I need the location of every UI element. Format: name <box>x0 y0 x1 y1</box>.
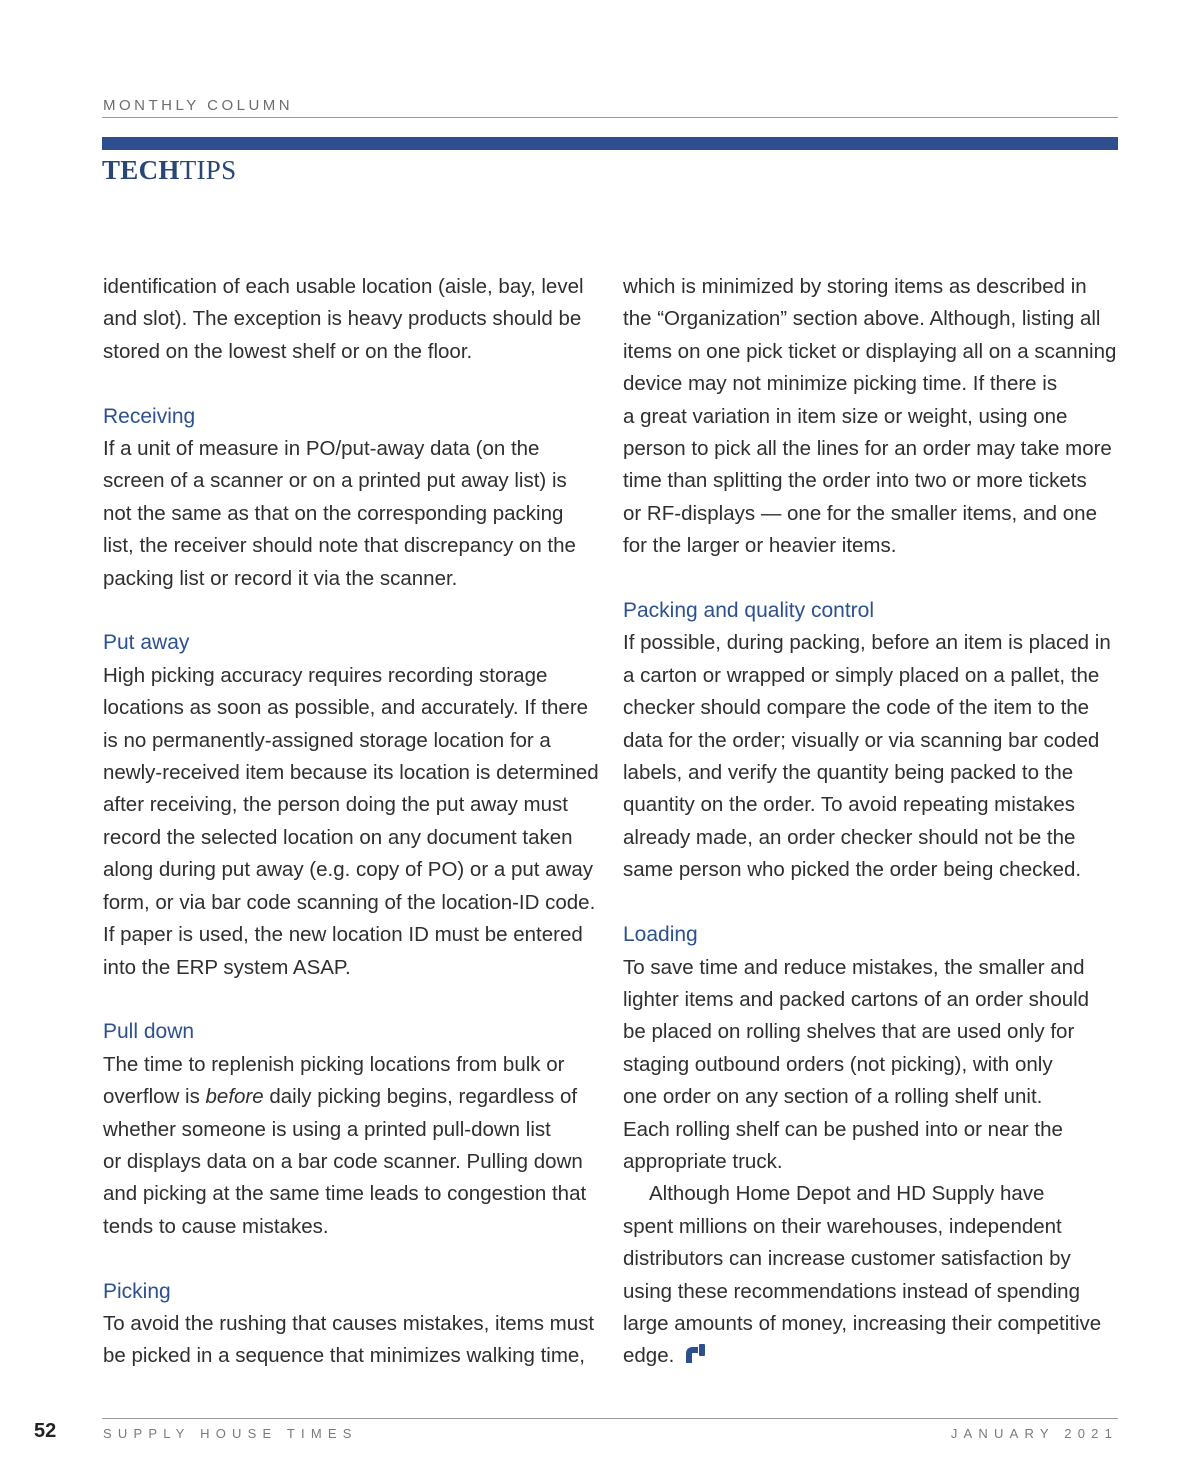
body-line: or displays data on a bar code scanner. Pulling down <box>103 1149 583 1173</box>
body-line: list, the receiver should note that discrepancy on the <box>103 534 576 558</box>
body-line: The time to replenish picking locations from bulk or <box>103 1052 565 1076</box>
body-line: quantity on the order. To avoid repeating mistakes <box>623 793 1076 817</box>
heading-packing: Packing and quality control <box>623 599 874 623</box>
text-run: daily picking begins, regardless of <box>263 1085 578 1109</box>
column-logo <box>102 155 236 186</box>
body-line: stored on the lowest shelf or on the floor. <box>103 339 473 363</box>
body-line: be placed on rolling shelves that are used only for <box>623 1020 1075 1044</box>
body-line: If paper is used, the new location ID must be entered <box>103 923 583 947</box>
heading-picking: Picking <box>103 1279 171 1303</box>
body-line: along during put away (e.g. copy of PO) or a put away <box>103 858 593 882</box>
body-line: tends to cause mistakes. <box>103 1214 329 1238</box>
issue-date: JANUARY 2021 <box>950 1426 1118 1441</box>
body-line: device may not minimize picking time. If there is <box>623 372 1058 396</box>
body-line: distributors can increase customer satisfaction by <box>623 1247 1071 1271</box>
body-line: be picked in a sequence that minimizes walking time, <box>103 1344 585 1368</box>
body-line: spent millions on their warehouses, independent <box>623 1214 1062 1238</box>
text-run: edge. <box>623 1344 675 1368</box>
footer-divider <box>102 1418 1118 1419</box>
logo-bold: TECH <box>102 155 180 185</box>
body-line: form, or via bar code scanning of the location-ID code. <box>103 890 596 914</box>
body-line: into the ERP system ASAP. <box>103 955 351 979</box>
body-line: newly-received item because its location is determined <box>103 761 599 785</box>
body-line <box>103 1081 609 1113</box>
publication-name: SUPPLY HOUSE TIMES <box>103 1426 358 1441</box>
body-line: If a unit of measure in PO/put-away data (on the <box>103 437 540 461</box>
right-column <box>623 271 1129 1373</box>
body-line: same person who picked the order being checked. <box>623 858 1082 882</box>
body-line: screen of a scanner or on a printed put away list) is <box>103 469 567 493</box>
body-line: lighter items and packed cartons of an order should <box>623 987 1090 1011</box>
body-line: the “Organization” section above. Although, listing all <box>623 307 1101 331</box>
body-line: time than splitting the order into two or more tickets <box>623 469 1087 493</box>
body-line: appropriate truck. <box>623 1149 783 1173</box>
body-line: record the selected location on any document taken <box>103 825 573 849</box>
body-line: already made, an order checker should not be the <box>623 825 1076 849</box>
left-column <box>103 271 609 1373</box>
body-line: or RF-displays — one for the smaller items, and one <box>623 501 1097 525</box>
text-run: overflow is <box>103 1085 206 1109</box>
body-line: High picking accuracy requires recording storage <box>103 663 548 687</box>
body-line: is no permanently-assigned storage location for a <box>103 728 551 752</box>
body-line: Each rolling shelf can be pushed into or near the <box>623 1117 1063 1141</box>
body-line: checker should compare the code of the item to the <box>623 696 1090 720</box>
logo-light: TIPS <box>179 155 237 185</box>
heading-receiving: Receiving <box>103 404 196 428</box>
body-line: staging outbound orders (not picking), with only <box>623 1052 1053 1076</box>
body-line: packing list or record it via the scanner. <box>103 566 458 590</box>
body-line: and slot). The exception is heavy products should be <box>103 307 582 331</box>
body-line: To save time and reduce mistakes, the smaller and <box>623 955 1085 979</box>
body-line: data for the order; visually or via scanning bar coded <box>623 728 1100 752</box>
body-line-final <box>623 1340 1129 1373</box>
body-line: whether someone is using a printed pull-down list <box>103 1117 551 1141</box>
body-line: person to pick all the lines for an order may take more <box>623 437 1112 461</box>
body-line: which is minimized by storing items as described in <box>623 275 1087 298</box>
body-line: and picking at the same time leads to congestion that <box>103 1182 587 1206</box>
emphasis-before: before <box>205 1085 264 1109</box>
heading-loading: Loading <box>623 923 698 947</box>
pipe-elbow-icon <box>684 1341 706 1373</box>
body-line: a great variation in item size or weight, using one <box>623 404 1068 428</box>
body-line: If possible, during packing, before an item is placed in <box>623 631 1111 655</box>
body-line: locations as soon as possible, and accurately. If there <box>103 696 589 720</box>
page-number: 52 <box>34 1420 57 1442</box>
heading-pull-down: Pull down <box>103 1020 195 1044</box>
body-line: large amounts of money, increasing their competitive <box>623 1311 1102 1335</box>
body-line: using these recommendations instead of spending <box>623 1279 1080 1303</box>
body-line: labels, and verify the quantity being packed to the <box>623 761 1074 785</box>
body-line: To avoid the rushing that causes mistakes, items must <box>103 1311 595 1335</box>
column-kicker: MONTHLY COLUMN <box>103 97 294 114</box>
body-line: for the larger or heavier items. <box>623 534 897 558</box>
body-line: identification of each usable location (aisle, bay, level <box>103 275 584 298</box>
brand-bar <box>102 137 1118 150</box>
body-line: not the same as that on the corresponding packing <box>103 501 564 525</box>
body-line: Although Home Depot and HD Supply have <box>649 1182 1045 1206</box>
body-line: after receiving, the person doing the put away must <box>103 793 568 817</box>
body-line: one order on any section of a rolling shelf unit. <box>623 1085 1043 1109</box>
heading-put-away: Put away <box>103 631 190 655</box>
body-line: items on one pick ticket or displaying all on a scanning <box>623 339 1117 363</box>
kicker-divider <box>102 117 1118 118</box>
body-line: a carton or wrapped or simply placed on a pallet, the <box>623 663 1100 687</box>
